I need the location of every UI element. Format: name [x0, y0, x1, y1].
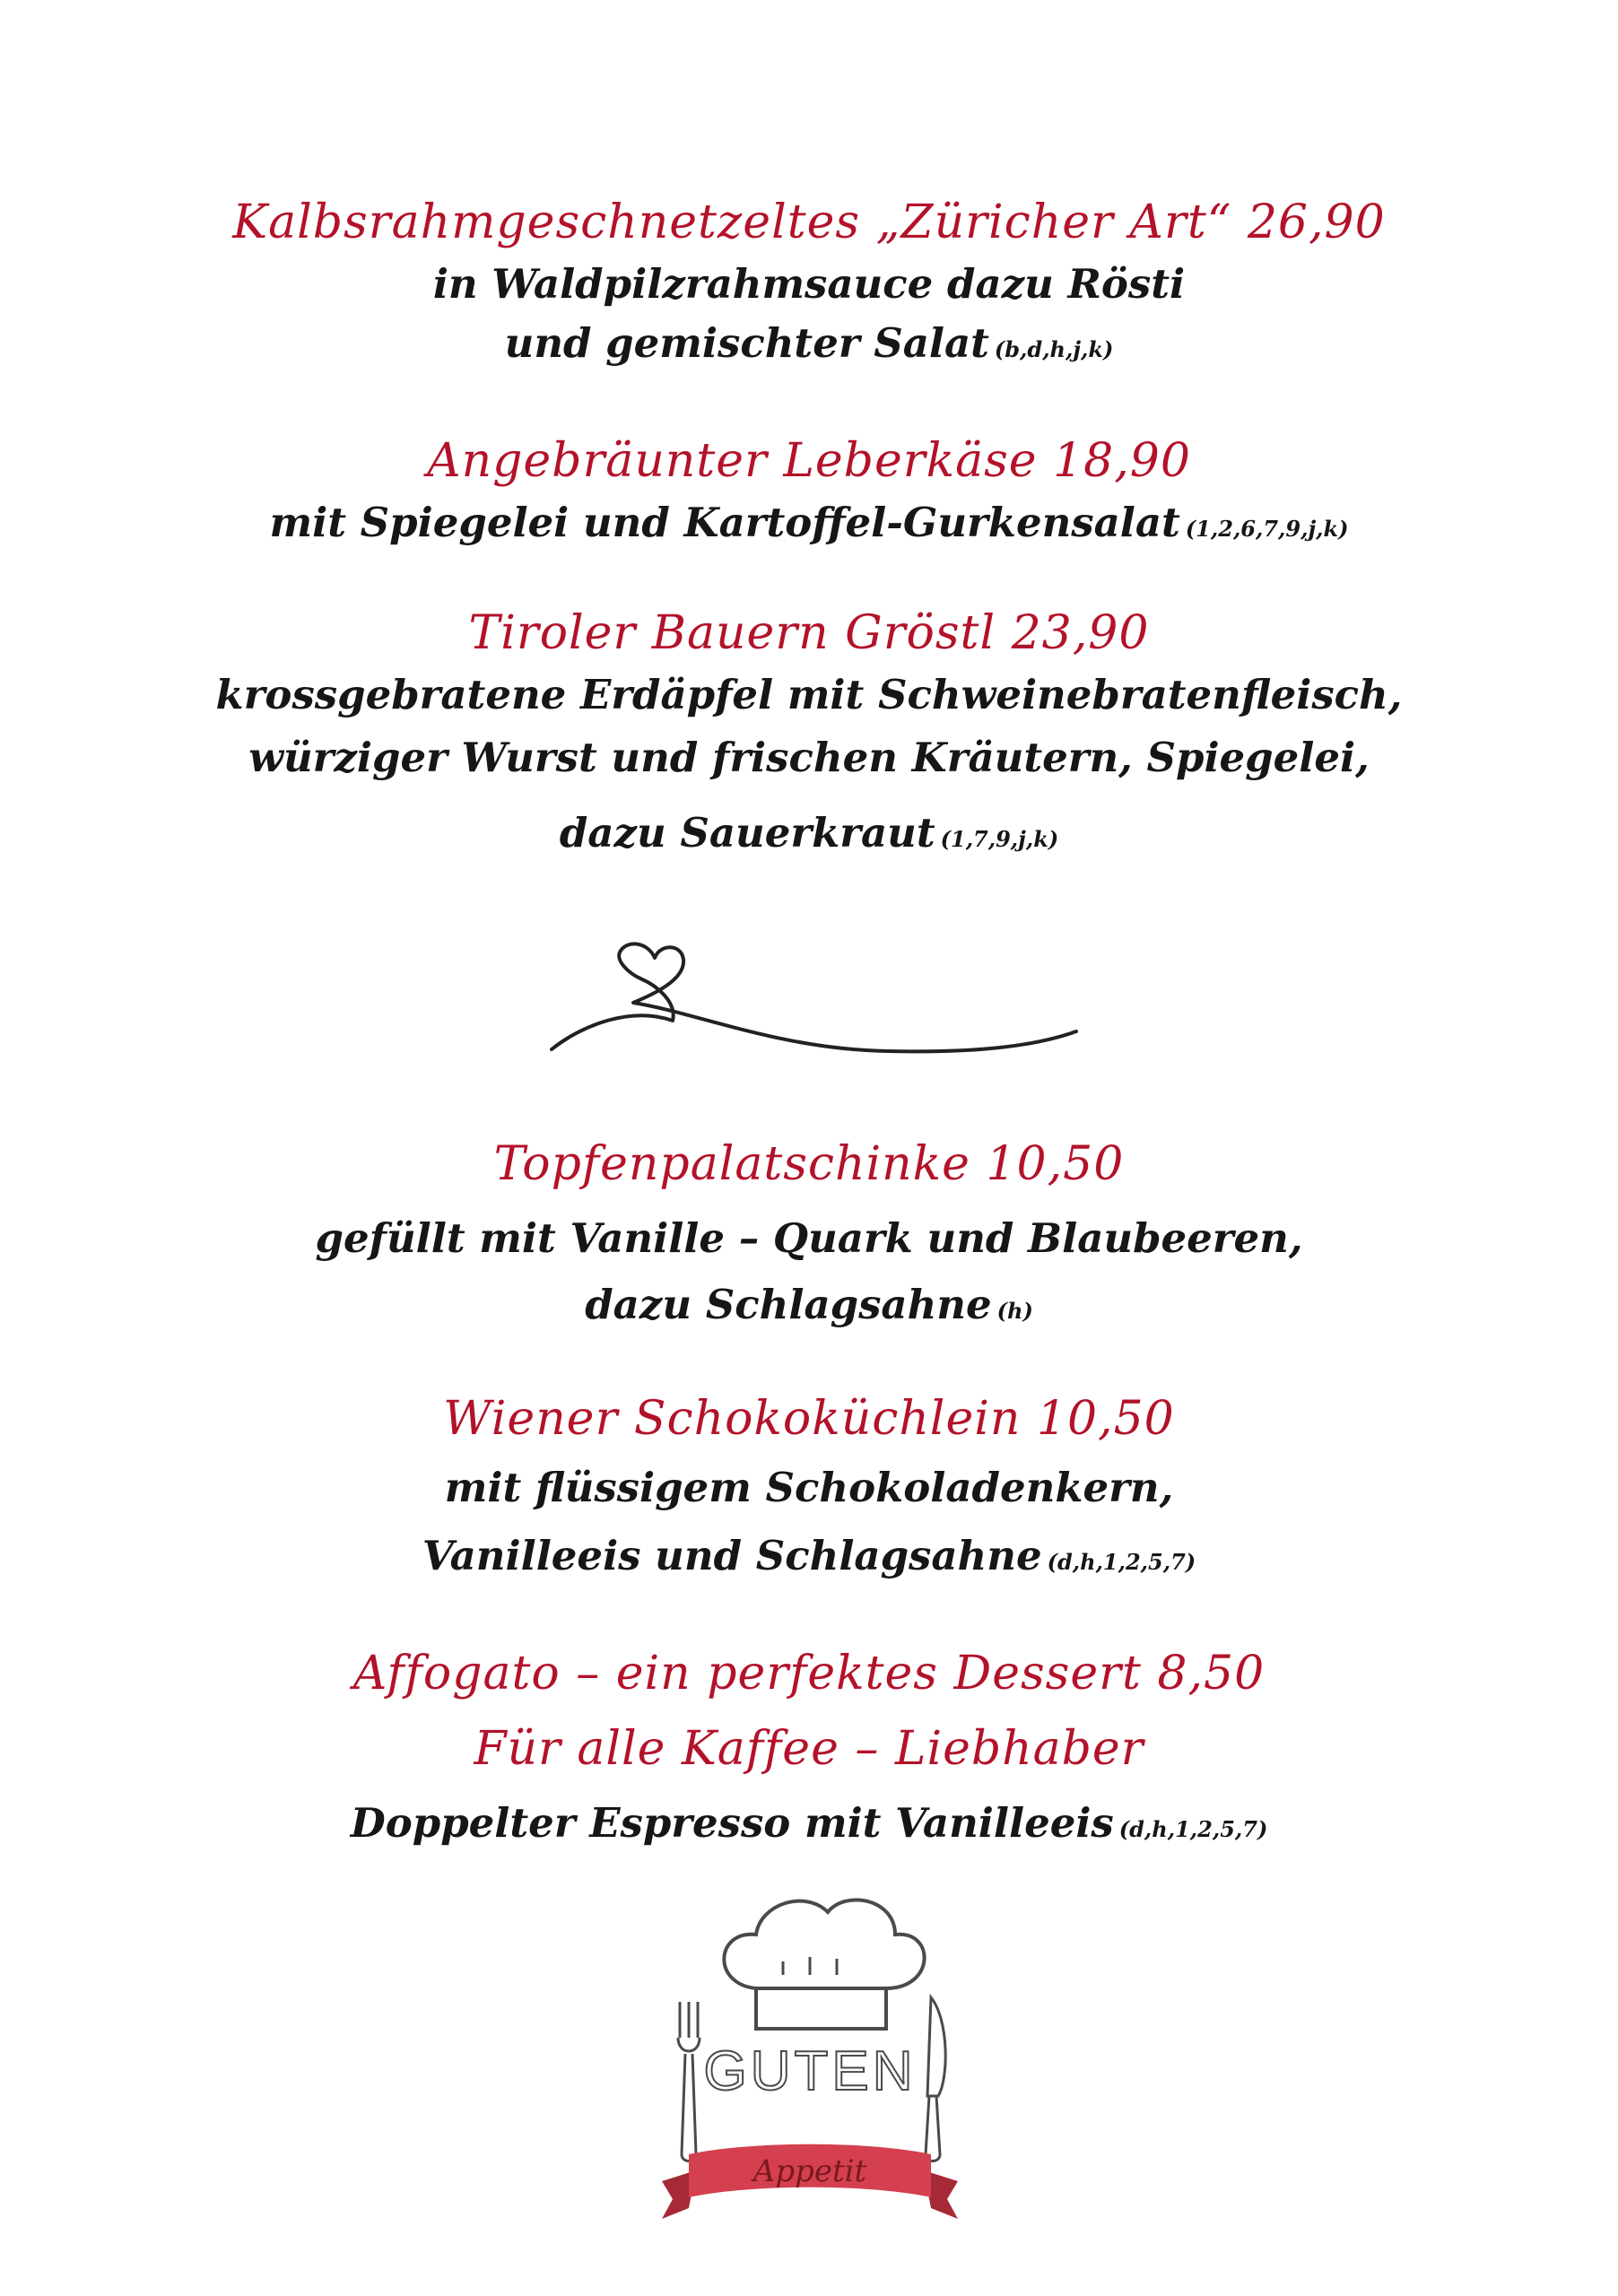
heart-divider-icon: [547, 924, 1085, 1058]
dish-description-line: [0, 260, 1618, 308]
description-text: und gemischter Salat: [504, 319, 989, 367]
dish-title: Tiroler Bauern Gröstl 23,90: [468, 606, 1150, 660]
description-text: dazu Sauerkraut: [559, 809, 935, 857]
description-text: würziger Wurst und frischen Kräutern, Spiegelei,: [248, 734, 1370, 781]
dish-title: Affogato – ein perfektes Dessert 8,50: [352, 1647, 1266, 1700]
description-text: Doppelter Espresso mit Vanilleeis: [350, 1799, 1114, 1847]
dish-description-line: [0, 1532, 1618, 1579]
description-text: mit flüssigem Schokoladenkern,: [444, 1464, 1174, 1511]
dish-description-line: [0, 499, 1618, 546]
dish-description-line: [0, 809, 1618, 857]
dish-title: Angebräunter Leberkäse 18,90: [427, 434, 1191, 488]
description-text: dazu Schlagsahne: [585, 1281, 992, 1328]
chef-hat-icon: [724, 1900, 924, 1988]
dish-description-line: [0, 671, 1618, 718]
allergen-codes: (1,2,6,7,9,j,k): [1185, 516, 1349, 542]
description-text: mit Spiegelei und Kartoffel-Gurkensalat: [269, 499, 1180, 546]
dish-title: Topfenpalatschinke 10,50: [493, 1137, 1125, 1191]
guten-appetit-logo: [626, 1885, 994, 2271]
allergen-codes: (b,d,h,j,k): [994, 336, 1114, 362]
dish-description-line: [0, 319, 1618, 367]
dish-description-line: [0, 734, 1618, 781]
dish-subtitle: Für alle Kaffee – Liebhaber: [474, 1722, 1144, 1776]
description-text: Vanilleeis und Schlagsahne: [422, 1532, 1042, 1579]
description-text: in Waldpilzrahmsauce dazu Rösti: [432, 260, 1186, 308]
dish-title: Wiener Schokoküchlein 10,50: [443, 1392, 1175, 1446]
dish-description-line: [0, 1799, 1618, 1847]
allergen-codes: (h): [996, 1298, 1033, 1324]
dish-description-line: [0, 1464, 1618, 1511]
logo-banner-text: Appetit: [752, 2153, 867, 2189]
dish-title: Kalbsrahmgeschnetzeltes „Züricher Art“ 26,90: [232, 196, 1386, 249]
logo-top-text: GUTEN: [703, 2040, 917, 2102]
dish-description-line: [0, 1281, 1618, 1328]
description-text: krossgebratene Erdäpfel mit Schweinebratenfleisch,: [215, 671, 1403, 718]
fork-icon: [678, 2002, 700, 2161]
allergen-codes: (1,7,9,j,k): [940, 826, 1059, 852]
knife-icon: [926, 1997, 945, 2161]
description-text: gefüllt mit Vanille – Quark und Blaubeeren,: [315, 1214, 1303, 1262]
allergen-codes: (d,h,1,2,5,7): [1047, 1549, 1196, 1575]
allergen-codes: (d,h,1,2,5,7): [1118, 1816, 1268, 1842]
dish-description-line: [0, 1214, 1618, 1262]
